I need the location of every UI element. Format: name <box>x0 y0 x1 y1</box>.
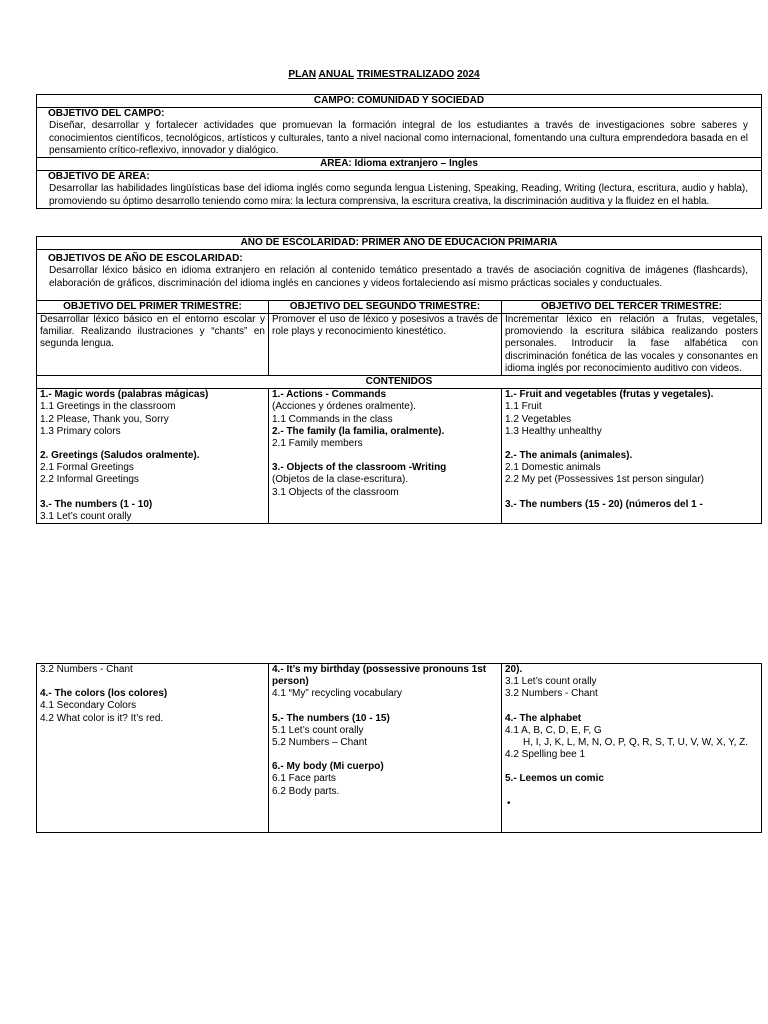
trimester-objective: Promover el uso de léxico y posesivos a través de role plays y reconocimiento kinestético. <box>269 314 502 375</box>
topic-item: 1.1 Fruit <box>505 401 542 413</box>
trimester-header-row <box>37 301 761 314</box>
topic-item: 6.2 Body parts. <box>272 785 340 797</box>
topic-item: 2.2 My pet (Possessives 1st person singular) <box>505 474 704 486</box>
contenidos-row <box>37 389 761 523</box>
year-plan-table <box>36 236 762 524</box>
contenidos-continued-table <box>36 663 762 833</box>
topic-item: 4.1 Secondary Colors <box>40 700 137 712</box>
topic-item: (Acciones y órdenes oralmente). <box>272 401 416 413</box>
topic-item: 5.1 Let’s count orally <box>272 724 364 736</box>
topic-item: 2.1 Family members <box>272 438 363 450</box>
objetivo-area-label: OBJETIVO DE ÁREA: <box>48 171 150 183</box>
topic-heading: 6.- My body (Mi cuerpo) <box>272 761 384 773</box>
topic-item: H, I, J, K, L, M, N, O, P, Q, R, S, T, U, V, W, X, Y, Z. <box>523 737 749 749</box>
topic-item: 4.1 A, B, C, D, E, F, G <box>505 724 602 736</box>
topic-item: 1.1 Commands in the class <box>272 413 393 425</box>
topic-item: 1.3 Primary colors <box>40 425 121 437</box>
objetivo-area-text: Desarrollar las habilidades lingüísticas base del idioma inglés como segunda lengua Listening, Speaking, Reading, Writing (lectura, escritura, audio y habla), promoviendo su óptimo desarrollo teniendo como mira: la lectura comprensiva, la escritura creativa, la discriminación auditiva y la fluidez en el habla. <box>49 183 748 207</box>
topic-heading: 2.- The family (la familia, oralmente). <box>272 425 445 437</box>
topic-item: (Objetos de la clase-escritura). <box>272 474 409 486</box>
trimester-objective-row <box>37 314 761 376</box>
topic-item: 1.2 Vegetables <box>505 413 572 425</box>
topic-item: 3.2 Numbers - Chant <box>40 664 133 675</box>
objetivo-campo-label: OBJETIVO DEL CAMPO: <box>48 108 165 120</box>
topic-heading: 2. Greetings (Saludos oralmente). <box>40 450 200 462</box>
contenidos-header: CONTENIDOS <box>37 376 761 389</box>
topic-heading: 20). <box>505 664 523 675</box>
topic-item: 3.1 Let’s count orally <box>40 510 132 522</box>
bullet-point: • <box>507 797 511 809</box>
contenidos-col-1 <box>37 389 269 523</box>
year-header: AÑO DE ESCOLARIDAD: PRIMER AÑO DE EDUCACIÓN PRIMARIA <box>37 237 761 250</box>
topic-heading: 5.- The numbers (10 - 15) <box>272 712 390 724</box>
topic-heading: 1.- Magic words (palabras mágicas) <box>40 389 209 401</box>
trimester-header: OBJETIVO DEL PRIMER TRIMESTRE: <box>37 301 269 313</box>
trimester-header: OBJETIVO DEL SEGUNDO TRIMESTRE: <box>269 301 502 313</box>
topic-item: 5.2 Numbers – Chant <box>272 737 368 749</box>
title-word: ANUAL <box>318 69 354 80</box>
objetivo-campo-section <box>37 108 761 158</box>
campo-header: CAMPO: COMUNIDAD Y SOCIEDAD <box>37 95 761 108</box>
objetivos-ano-section <box>37 250 761 301</box>
topic-item: 3.2 Numbers - Chant <box>505 688 598 700</box>
topic-item: 4.2 Spelling bee 1 <box>505 749 586 761</box>
title-word: TRIMESTRALIZADO <box>356 69 455 80</box>
topic-item: 1.2 Please, Thank you, Sorry <box>40 413 169 425</box>
objetivo-area-section <box>37 171 761 208</box>
trimester-header: OBJETIVO DEL TERCER TRIMESTRE: <box>541 300 722 312</box>
trimester-objective: Incrementar léxico en relación a frutas, vegetales, promoviendo la escritura silábica realizando posters personales. Introducir la fase alfabética con discriminación fonética de las vocales y consonantes en idioma inglés por reconocimiento auditivo con videos. <box>505 314 758 374</box>
contenidos-cont-col-3 <box>502 664 761 832</box>
topic-heading: 4.- The colors (los colores) <box>40 688 168 700</box>
area-header: ÁREA: Idioma extranjero – Ingles <box>37 158 761 171</box>
contenidos-cont-col-1 <box>37 664 269 832</box>
topic-item: 2.2 Informal Greetings <box>40 474 139 486</box>
topic-heading: 1.- Actions - Commands <box>272 389 387 401</box>
topic-item: 3.1 Objects of the classroom <box>272 486 399 498</box>
topic-heading: 5.- Leemos un comic <box>505 773 604 785</box>
topic-heading: 1.- Fruit and vegetables (frutas y vegetales). <box>505 389 714 401</box>
title-word: 2024 <box>457 69 480 80</box>
trimester-objective: Desarrollar léxico básico en el entorno escolar y familiar. Realizando ilustraciones y “chants” en segunda lengua. <box>37 314 269 375</box>
contenidos-col-3 <box>502 389 761 523</box>
topic-item: 1.1 Greetings in the classroom <box>40 401 176 413</box>
topic-item: 6.1 Face parts <box>272 773 336 785</box>
topic-item: 2.1 Domestic animals <box>505 462 601 474</box>
objetivo-campo-text: Diseñar, desarrollar y fortalecer actividades que promuevan la formación integral de los estudiantes a través de investigaciones sobre saberes y conocimientos científicos, tecnológicos, artísticos y culturales, tanto a nivel nacional como internacional, fomentando una cultura emprendedora basada en el pensamiento crítico-reflexivo, innovador y dialógico. <box>49 120 748 156</box>
campo-area-table <box>36 94 762 209</box>
objetivos-ano-label: OBJETIVOS DE AÑO DE ESCOLARIDAD: <box>48 253 243 265</box>
topic-item: 3.1 Let’s count orally <box>505 676 597 688</box>
topic-item: 4.2 What color is it? It’s red. <box>40 712 164 724</box>
title-word: PLAN <box>288 69 317 80</box>
topic-item: 1.3 Healthy unhealthy <box>505 425 602 437</box>
objetivos-ano-text: Desarrollar léxico básico en idioma extranjero en relación al contenido temático presentado a través de asociación cognitiva de imágenes (flashcards), elaboración de gráficos, discriminación del idioma inglés en canciones y videos fortaleciendo así mismo prácticas sociales y conductuales. <box>49 265 748 289</box>
topic-heading: 4.- It’s my birthday (possessive pronouns 1st person) <box>272 664 487 688</box>
contenidos-continued-row <box>37 664 761 832</box>
topic-heading: 4.- The alphabet <box>505 712 582 724</box>
topic-heading: 3.- The numbers (15 - 20) (números del 1 - <box>505 498 703 510</box>
contenidos-cont-col-2 <box>269 664 502 832</box>
topic-item: 4.1 “My” recycling vocabulary <box>272 688 403 700</box>
contenidos-col-2 <box>269 389 502 523</box>
topic-heading: 3.- Objects of the classroom -Writing <box>272 462 447 474</box>
topic-heading: 2.- The animals (animales). <box>505 450 633 462</box>
topic-heading: 3.- The numbers (1 - 10) <box>40 498 153 510</box>
topic-item: 2.1 Formal Greetings <box>40 462 134 474</box>
page-title <box>0 69 768 81</box>
